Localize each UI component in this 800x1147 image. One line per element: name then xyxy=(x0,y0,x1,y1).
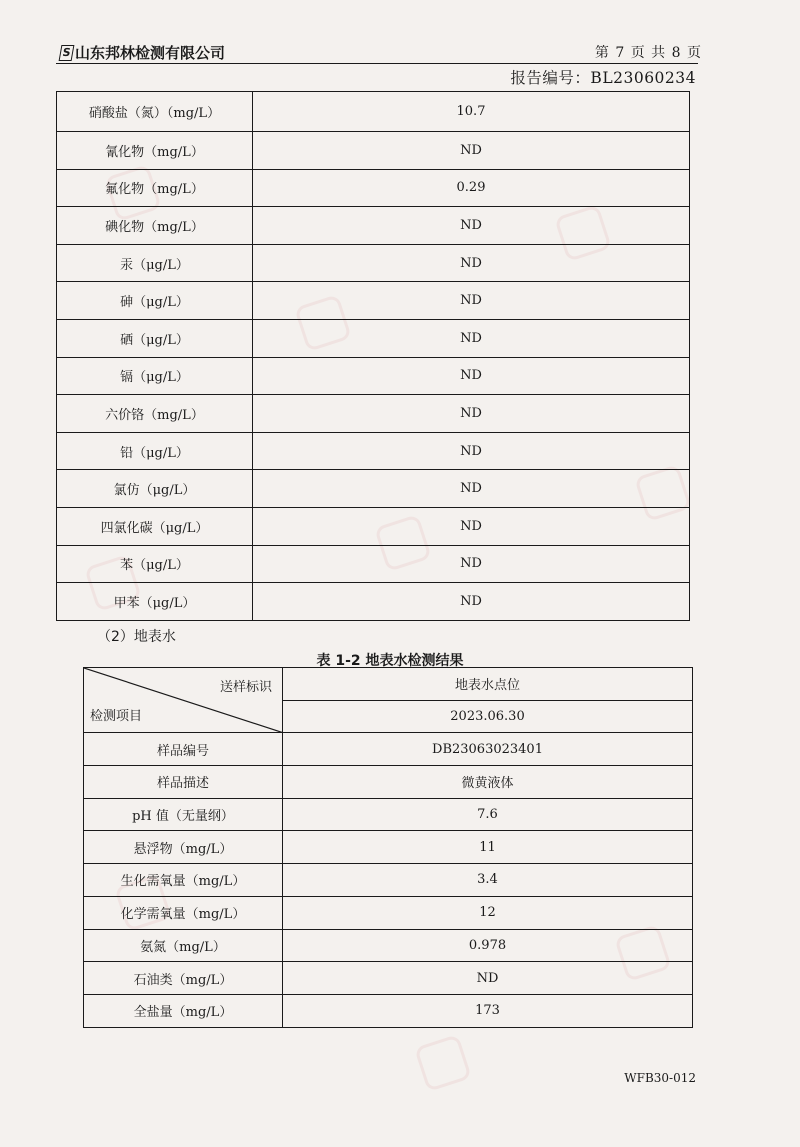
test-item-cell: 铅（μg/L） xyxy=(57,432,253,470)
result-cell: 173 xyxy=(283,994,693,1027)
test-item-cell: pH 值（无量纲） xyxy=(84,798,283,831)
company-logo-icon: S xyxy=(59,45,75,61)
location-header-cell: 地表水点位 xyxy=(283,668,693,701)
table-row xyxy=(57,432,690,470)
test-item-cell: 氨氮（mg/L） xyxy=(84,929,283,962)
table-row xyxy=(57,169,690,207)
result-cell: ND xyxy=(253,545,690,583)
test-item-cell: 氰化物（mg/L） xyxy=(57,132,253,170)
table-row xyxy=(57,319,690,357)
table-row xyxy=(84,831,693,864)
table-row xyxy=(84,994,693,1027)
header-divider xyxy=(56,63,698,64)
table-row xyxy=(57,207,690,245)
result-cell: ND xyxy=(253,432,690,470)
table-row xyxy=(84,896,693,929)
test-item-cell: 石油类（mg/L） xyxy=(84,962,283,995)
table-caption: 表 1-2 地表水检测结果 xyxy=(316,653,464,669)
table-row xyxy=(57,470,690,508)
table-row xyxy=(57,583,690,621)
form-code: WFB30-012 xyxy=(624,1071,696,1085)
table-row xyxy=(57,282,690,320)
result-cell: 0.29 xyxy=(253,169,690,207)
result-cell: ND xyxy=(253,282,690,320)
result-cell: ND xyxy=(253,470,690,508)
result-cell: 10.7 xyxy=(253,92,690,132)
result-cell: ND xyxy=(253,132,690,170)
section-title: （2）地表水 xyxy=(97,629,176,645)
result-cell: 0.978 xyxy=(283,929,693,962)
watermark-stamp xyxy=(414,1034,472,1092)
table-row xyxy=(57,132,690,170)
result-cell: 3.4 xyxy=(283,864,693,897)
date-header-cell: 2023.06.30 xyxy=(283,700,693,733)
result-cell: ND xyxy=(253,507,690,545)
test-item-cell: 苯（μg/L） xyxy=(57,545,253,583)
test-item-cell: 甲苯（μg/L） xyxy=(57,583,253,621)
company-name: 山东邦林检测有限公司 xyxy=(75,44,226,62)
table-row xyxy=(84,766,693,799)
result-cell: ND xyxy=(253,207,690,245)
test-item-cell: 化学需氧量（mg/L） xyxy=(84,896,283,929)
results-table-continued xyxy=(56,91,690,621)
surface-water-results-table xyxy=(83,667,693,1028)
table-row xyxy=(57,357,690,395)
sample-id-label: 送样标识 xyxy=(219,680,272,695)
table-row xyxy=(57,545,690,583)
table-row xyxy=(57,507,690,545)
table-header-row xyxy=(84,668,693,701)
test-item-label: 检测项目 xyxy=(90,709,143,725)
test-item-cell: 全盐量（mg/L） xyxy=(84,994,283,1027)
table-row xyxy=(57,395,690,433)
table-row xyxy=(84,864,693,897)
result-cell: ND xyxy=(253,583,690,621)
test-item-cell: 碘化物（mg/L） xyxy=(57,207,253,245)
result-cell: ND xyxy=(253,244,690,282)
result-cell: DB23063023401 xyxy=(283,733,693,766)
test-item-cell: 汞（μg/L） xyxy=(57,244,253,282)
test-item-cell: 四氯化碳（μg/L） xyxy=(57,507,253,545)
result-cell: ND xyxy=(253,357,690,395)
test-item-cell: 样品编号 xyxy=(84,733,283,766)
test-item-cell: 砷（μg/L） xyxy=(57,282,253,320)
table-row xyxy=(84,733,693,766)
company-header xyxy=(60,42,225,63)
page-number: 第 7 页 共 8 页 xyxy=(594,45,702,61)
table-row xyxy=(84,929,693,962)
diagonal-header-cell xyxy=(84,668,283,733)
test-item-cell: 硝酸盐（氮）（mg/L） xyxy=(57,92,253,132)
table-row xyxy=(84,962,693,995)
test-item-cell: 氟化物（mg/L） xyxy=(57,169,253,207)
report-number: 报告编号：BL23060234 xyxy=(510,69,696,87)
result-cell: ND xyxy=(253,395,690,433)
result-cell: 12 xyxy=(283,896,693,929)
result-cell: 11 xyxy=(283,831,693,864)
test-item-cell: 六价铬（mg/L） xyxy=(57,395,253,433)
result-cell: ND xyxy=(253,319,690,357)
test-item-cell: 氯仿（μg/L） xyxy=(57,470,253,508)
test-item-cell: 镉（μg/L） xyxy=(57,357,253,395)
table-row xyxy=(57,92,690,132)
table-row xyxy=(84,798,693,831)
test-item-cell: 硒（μg/L） xyxy=(57,319,253,357)
test-item-cell: 生化需氧量（mg/L） xyxy=(84,864,283,897)
test-item-cell: 悬浮物（mg/L） xyxy=(84,831,283,864)
result-cell: ND xyxy=(283,962,693,995)
result-cell: 7.6 xyxy=(283,798,693,831)
result-cell: 微黄液体 xyxy=(283,766,693,799)
table-row xyxy=(57,244,690,282)
test-item-cell: 样品描述 xyxy=(84,766,283,799)
